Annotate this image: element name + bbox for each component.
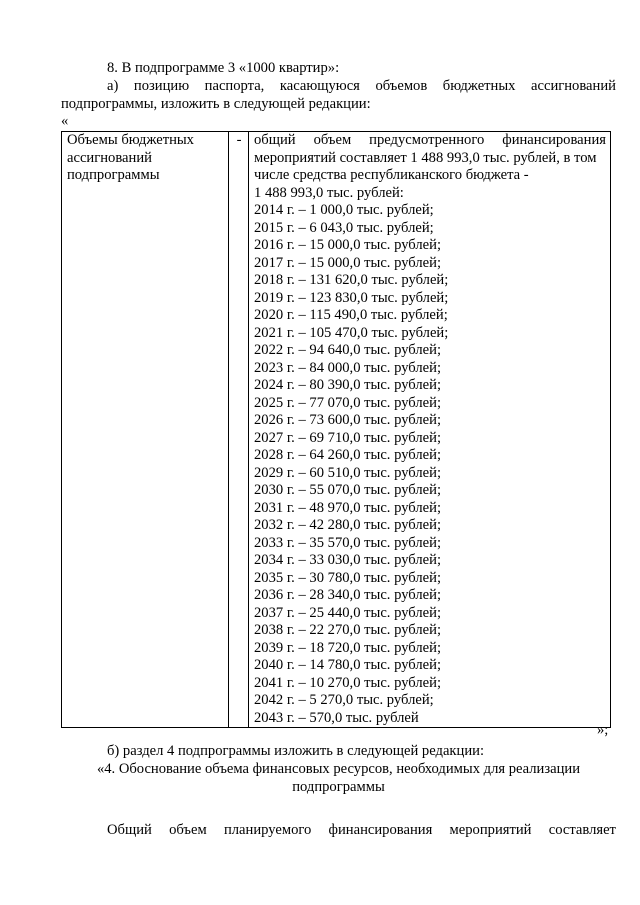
word: касающуюся [279,78,360,94]
intro-line-1 [254,132,606,150]
label-cell [62,132,229,728]
word: планируемого [223,822,312,838]
year-amount-line: 2018 г. – 131 620,0 тыс. рублей; [254,272,449,288]
year-amount-line: 2036 г. – 28 340,0 тыс. рублей; [254,587,441,603]
word: финансирования [502,132,606,148]
year-amount-line: 2042 г. – 5 270,0 тыс. рублей; [254,692,434,708]
last-line [107,822,616,840]
intro-line-2: мероприятий составляет 1 488 993,0 тыс. рублей, в том [254,149,597,166]
item-8-heading: 8. В подпрограмме 3 «1000 квартир»: [107,60,340,76]
year-amount-line: 2031 г. – 48 970,0 тыс. рублей; [254,499,441,516]
yearly-amounts-list [254,202,606,727]
year-amount-line: 2022 г. – 94 640,0 тыс. рублей; [254,342,441,358]
word: Общий [107,822,152,838]
year-amount-line: 2032 г. – 42 280,0 тыс. рублей; [254,517,441,533]
word: составляет [548,822,616,838]
year-amount-line: 2034 г. – 33 030,0 тыс. рублей; [254,552,441,568]
section-4-title-line-1: «4. Обоснование объема финансовых ресурсов, необходимых для реализации [96,761,581,777]
word: ассигнований [531,78,616,94]
sub-b-line: б) раздел 4 подпрограммы изложить в следующей редакции: [107,743,484,759]
year-amount-line: 2016 г. – 15 000,0 тыс. рублей; [254,237,441,253]
year-amount-line: 2014 г. – 1 000,0 тыс. рублей; [254,202,434,218]
word: объемов [375,78,428,94]
label-line: Объемы бюджетных [67,132,194,148]
year-amount-line: 2023 г. – 84 000,0 тыс. рублей; [254,359,441,376]
label-line: ассигнований [67,149,152,166]
word: финансирования [328,822,433,838]
word: паспорта, [204,78,265,94]
year-amount-line: 2025 г. – 77 070,0 тыс. рублей; [254,394,441,411]
opening-quote: « [61,113,69,129]
year-amount-line: 2039 г. – 18 720,0 тыс. рублей; [254,639,441,656]
year-amount-line: 2037 г. – 25 440,0 тыс. рублей; [254,604,441,621]
word: бюджетных [442,78,516,94]
year-amount-line: 2038 г. – 22 270,0 тыс. рублей; [254,622,441,638]
year-amount-line: 2033 г. – 35 570,0 тыс. рублей; [254,534,441,551]
passport-table [61,131,611,728]
year-amount-line: 2019 г. – 123 830,0 тыс. рублей; [254,289,449,306]
sub-a-line-1 [107,78,616,96]
value-cell [249,132,611,728]
year-amount-line: 2026 г. – 73 600,0 тыс. рублей; [254,412,441,428]
word: предусмотренного [369,132,485,148]
year-amount-line: 2043 г. – 570,0 тыс. рублей [254,709,419,726]
word: а) [107,78,119,94]
label-line: подпрограммы [67,167,160,183]
year-amount-line: 2027 г. – 69 710,0 тыс. рублей; [254,429,441,446]
year-amount-line: 2015 г. – 6 043,0 тыс. рублей; [254,219,434,236]
dash-cell [229,132,249,728]
word: общий [254,132,296,148]
intro-line-4: 1 488 993,0 тыс. рублей: [254,184,404,201]
word: объем [169,822,207,838]
year-amount-line: 2035 г. – 30 780,0 тыс. рублей; [254,569,441,586]
word: позицию [133,78,190,94]
year-amount-line: 2028 г. – 64 260,0 тыс. рублей; [254,447,441,463]
year-amount-line: 2030 г. – 55 070,0 тыс. рублей; [254,482,441,498]
section-4-title-line-2: подпрограммы [292,779,385,795]
year-amount-line: 2021 г. – 105 470,0 тыс. рублей; [254,324,449,341]
year-amount-line: 2029 г. – 60 510,0 тыс. рублей; [254,464,441,481]
table-row [62,132,611,728]
year-amount-line: 2024 г. – 80 390,0 тыс. рублей; [254,377,441,393]
dash: - [236,132,242,148]
year-amount-line: 2040 г. – 14 780,0 тыс. рублей; [254,657,441,673]
intro-line-3: числе средства республиканского бюджета - [254,167,529,183]
sub-a-line-2: подпрограммы, изложить в следующей редакции: [61,96,371,112]
year-amount-line: 2041 г. – 10 270,0 тыс. рублей; [254,674,441,691]
year-amount-line: 2017 г. – 15 000,0 тыс. рублей; [254,254,441,271]
word: объем [313,132,352,148]
closing-quote: »; [597,722,609,738]
word: мероприятий [449,822,532,838]
year-amount-line: 2020 г. – 115 490,0 тыс. рублей; [254,307,448,323]
